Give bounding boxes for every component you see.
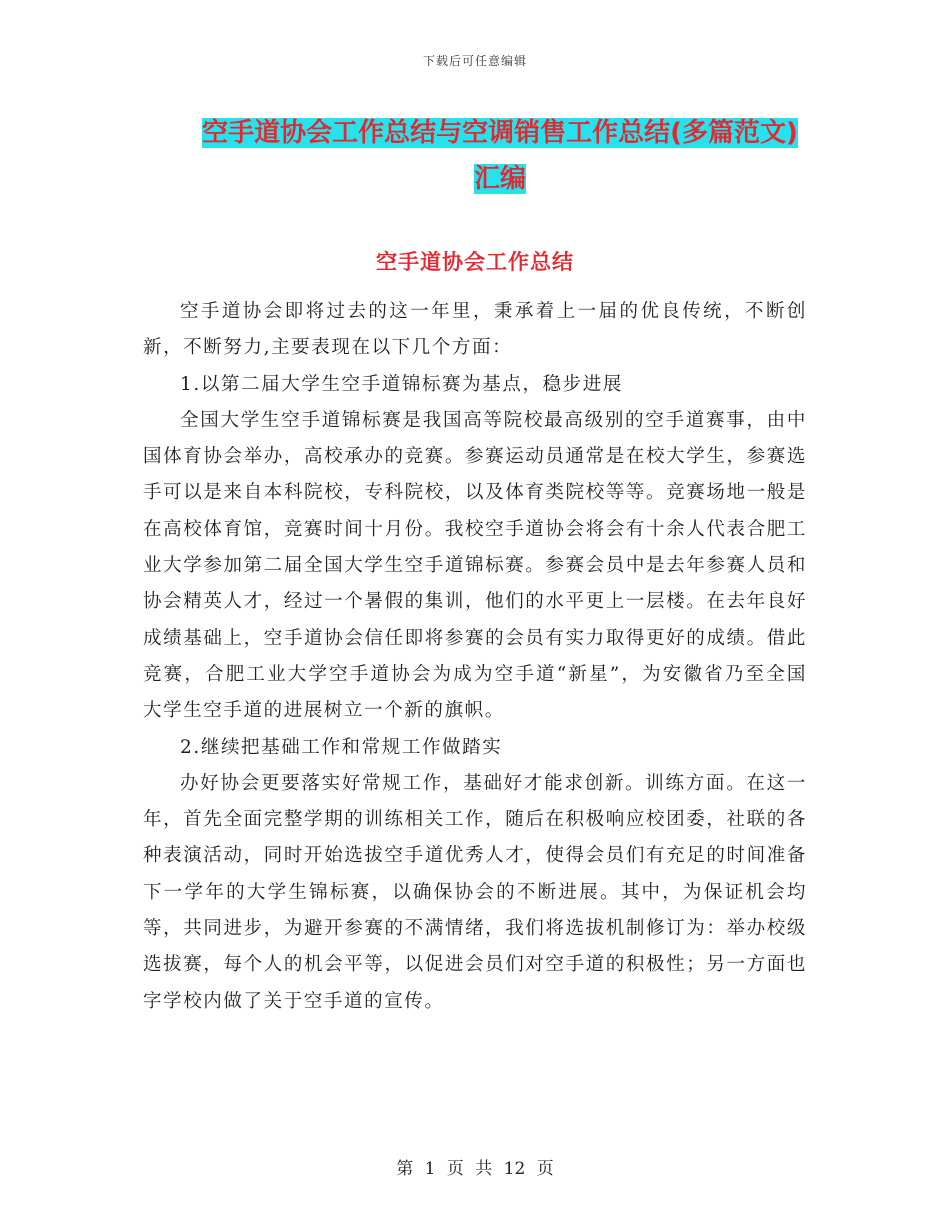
document-title-line1: 空手道协会工作总结与空调销售工作总结(多篇范文) bbox=[202, 118, 798, 148]
paragraph-championship: 全国大学生空手道锦标赛是我国高等院校最高级别的空手道赛事，由中国体育协会举办，高校承办的竞赛。参赛运动员通常是在校大学生，参赛选手可以是来自本科院校，专科院校，以及体育类院校等等。竞赛场地一般是在高校体育馆，竞赛时间十月份。我校空手道协会将会有十余人代表合肥工业大学参加第二届全国大学生空手道锦标赛。参赛会员中是去年参赛人员和协会精英人才，经过一个暑假的集训，他们的水平更上一层楼。在去年良好成绩基础上，空手道协会信任即将参赛的会员有实力取得更好的成绩。借此竞赛，合肥工业大学空手道协会为成为空手道“新星”，为安徽省乃至全国大学生空手道的进展树立一个新的旗帜。 bbox=[143, 409, 807, 722]
document-title bbox=[190, 110, 810, 202]
paragraph-routine-work: 办好协会更要落实好常规工作，基础好才能求创新。训练方面。在这一年，首先全面完整学期的训练相关工作，随后在积极响应校团委，社联的各种表演活动，同时开始选拔空手道优秀人才，使得会员们有充足的时间准备下一学年的大学生锦标赛，以确保协会的不断进展。其中，为保证机会均等，共同进步，为避开参赛的不满情绪，我们将选拔机制修订为：举办校级选拔赛，每个人的机会平等，以促进会员们对空手道的积极性；另一方面也字学校内做了关于空手道的宣传。 bbox=[143, 772, 807, 1012]
paragraph-intro: 空手道协会即将过去的这一年里，秉承着上一届的优良传统，不断创新，不断努力,主要表现在以下几个方面： bbox=[143, 301, 807, 359]
header-note: 下载后可任意编辑 bbox=[422, 54, 527, 68]
document-title-line2: 汇编 bbox=[473, 164, 526, 194]
section-title: 空手道协会工作总结 bbox=[376, 250, 574, 274]
paragraph-heading-2: 2.继续把基础工作和常规工作做踏实 bbox=[180, 736, 503, 758]
document-body bbox=[143, 294, 807, 1020]
page-footer: 第 1 页 共 12 页 bbox=[396, 1159, 554, 1179]
paragraph-heading-1: 1.以第二届大学生空手道锦标赛为基点，稳步进展 bbox=[180, 373, 623, 395]
